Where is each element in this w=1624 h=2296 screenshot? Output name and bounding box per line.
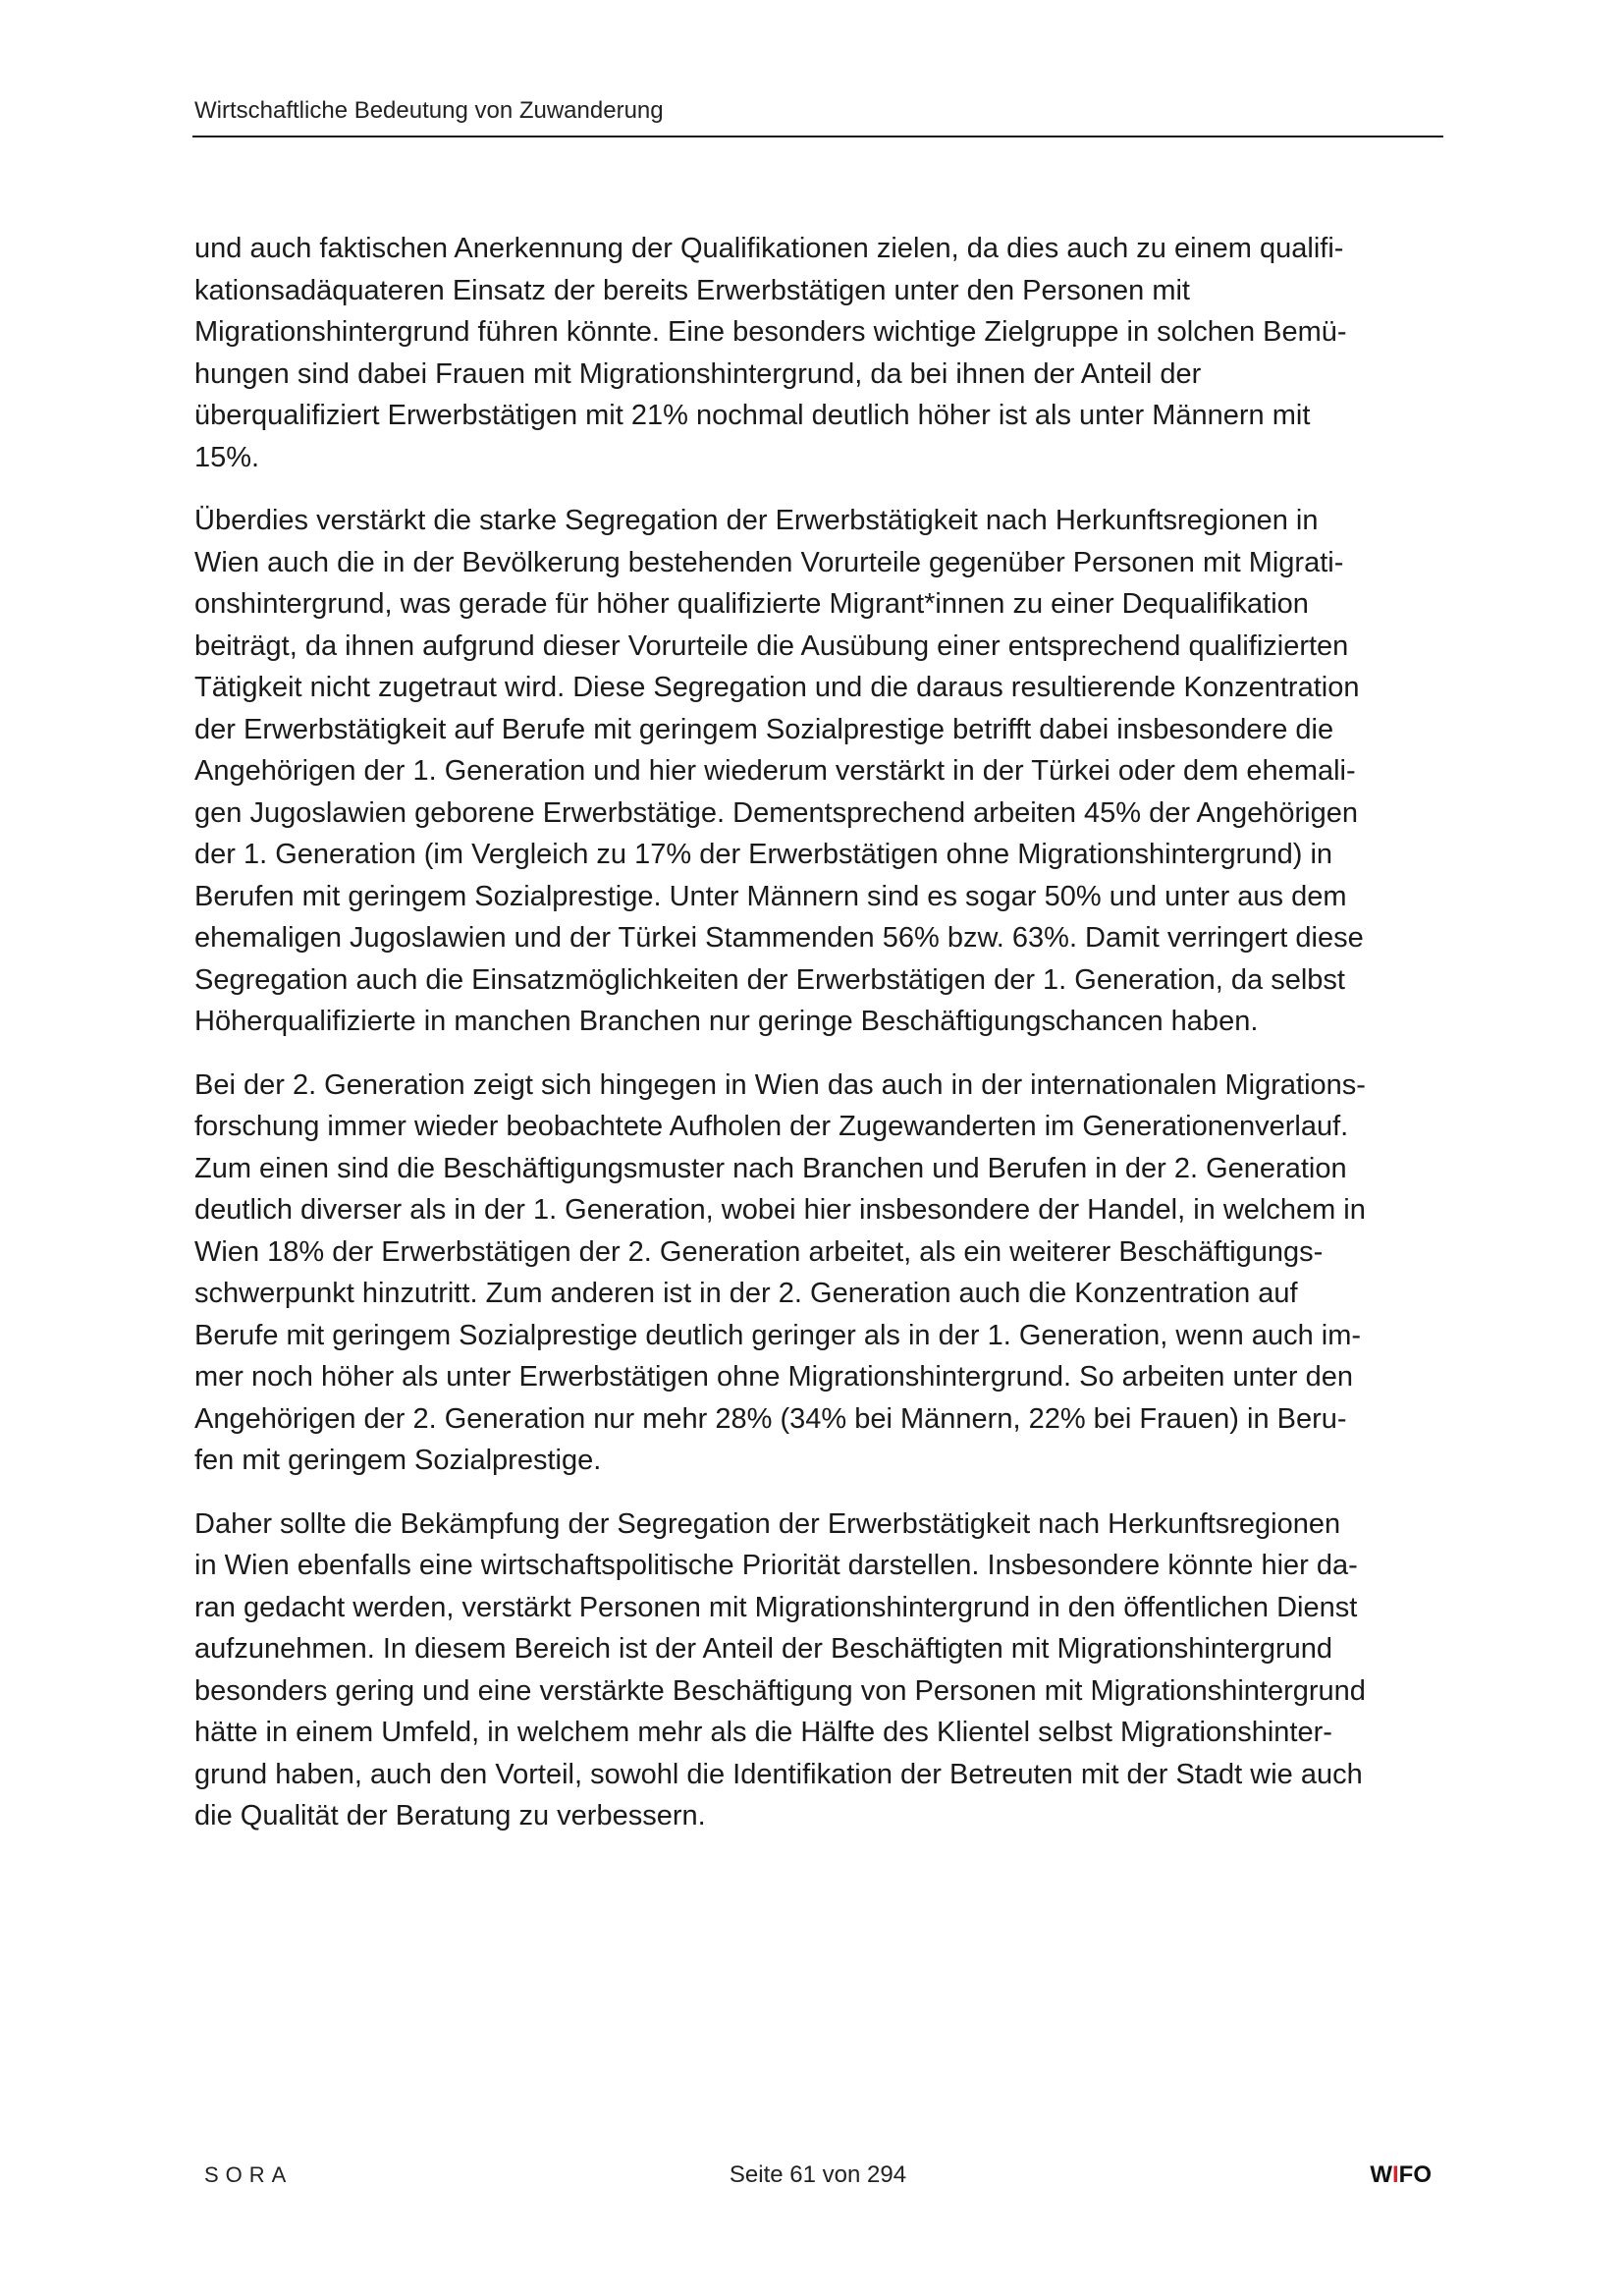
text-line: Höherqualifizierte in manchen Branchen nur geringe Beschäftigungschancen haben. xyxy=(194,1006,1259,1037)
text-line: Bei der 2. Generation zeigt sich hingegen in Wien das auch in der internationalen Migrations- xyxy=(194,1068,1366,1101)
text-line: Segregation auch die Einsatzmöglichkeiten der Erwerbstätigen der 1. Generation, da selbst xyxy=(194,963,1345,996)
text-line: der Erwerbstätigkeit auf Berufe mit geringem Sozialprestige betrifft dabei insbesondere die xyxy=(194,713,1334,745)
text-line: kationsadäquateren Einsatz der bereits Erwerbstätigen unter den Personen mit xyxy=(194,274,1190,306)
text-line: Berufe mit geringem Sozialprestige deutlich geringer als in der 1. Generation, wenn auch im- xyxy=(194,1319,1362,1351)
text-line: fen mit geringem Sozialprestige. xyxy=(194,1445,602,1476)
text-line: hätte in einem Umfeld, in welchem mehr als die Hälfte des Klientel selbst Migrationshinter- xyxy=(194,1717,1332,1748)
text-line: besonders gering und eine verstärkte Beschäftigung von Personen mit Migrationshintergrund xyxy=(194,1674,1366,1707)
footer-wifo-logo xyxy=(1370,2160,1432,2190)
text-line: Berufen mit geringem Sozialprestige. Unter Männern sind es sogar 50% und unter aus dem xyxy=(194,880,1347,912)
text-line: Migrationshintergrund führen könnte. Eine besonders wichtige Zielgruppe in solchen Bemü- xyxy=(194,316,1347,348)
text-line: ehemaligen Jugoslawien und der Türkei Stammenden 56% bzw. 63%. Damit verringert diese xyxy=(194,922,1364,954)
text-line: onshintergrund, was gerade für höher qualifizierte Migrant*innen zu einer Dequalifikation xyxy=(194,588,1309,620)
wifo-logo-part: FO xyxy=(1398,2161,1432,2188)
wifo-logo-part: W xyxy=(1370,2161,1392,2188)
page-footer xyxy=(192,2160,1443,2196)
paragraph-1 xyxy=(194,228,1443,478)
text-line: Angehörigen der 1. Generation und hier wiederum verstärkt in der Türkei oder dem ehemali- xyxy=(194,755,1356,787)
text-line: ran gedacht werden, verstärkt Personen mit Migrationshintergrund in den öffentlichen Dienst xyxy=(194,1591,1358,1623)
text-line: der 1. Generation (im Vergleich zu 17% der Erwerbstätigen ohne Migrationshintergrund) in xyxy=(194,839,1333,870)
text-line: hungen sind dabei Frauen mit Migrationshintergrund, da bei ihnen der Anteil der xyxy=(194,357,1202,390)
footer-sora-logo: SORA xyxy=(204,2162,294,2187)
text-line: Angehörigen der 2. Generation nur mehr 28% (34% bei Männern, 22% bei Frauen) in Beru- xyxy=(194,1402,1347,1435)
body-text xyxy=(194,228,1443,1859)
text-line: Wien 18% der Erwerbstätigen der 2. Generation arbeitet, als ein weiterer Beschäftigungs- xyxy=(194,1235,1324,1268)
text-line: schwerpunkt hinzutritt. Zum anderen ist in der 2. Generation auch die Konzentration auf xyxy=(194,1278,1298,1309)
text-line: gen Jugoslawien geborene Erwerbstätige. Dementsprechend arbeiten 45% der Angehörigen xyxy=(194,796,1358,829)
text-line: Tätigkeit nicht zugetraut wird. Diese Segregation und die daraus resultierende Konzentration xyxy=(194,672,1360,703)
text-line: Zum einen sind die Beschäftigungsmuster nach Branchen und Berufen in der 2. Generation xyxy=(194,1152,1347,1184)
paragraph-4 xyxy=(194,1503,1443,1837)
text-line: überqualifiziert Erwerbstätigen mit 21% nochmal deutlich höher ist als unter Männern mit xyxy=(194,400,1311,431)
paragraph-3 xyxy=(194,1065,1443,1482)
wifo-logo-accent: I xyxy=(1392,2161,1399,2188)
text-line: die Qualität der Beratung zu verbessern. xyxy=(194,1800,706,1831)
paragraph-2 xyxy=(194,500,1443,1043)
text-line: Daher sollte die Bekämpfung der Segregation der Erwerbstätigkeit nach Herkunftsregionen xyxy=(194,1507,1341,1540)
text-line: forschung immer wieder beobachtete Aufholen der Zugewanderten im Generationenverlauf. xyxy=(194,1111,1349,1142)
text-line: 15%. xyxy=(194,441,260,473)
text-line: und auch faktischen Anerkennung der Qualifikationen zielen, da dies auch zu einem qualifi- xyxy=(194,233,1344,264)
running-header xyxy=(192,96,1443,137)
text-line: in Wien ebenfalls eine wirtschaftspolitische Priorität darstellen. Insbesondere könnte hier da- xyxy=(194,1550,1358,1581)
text-line: beiträgt, da ihnen aufgrund dieser Vorurteile die Ausübung einer entsprechend qualifizierten xyxy=(194,629,1349,662)
running-header-title: Wirtschaftliche Bedeutung von Zuwanderung xyxy=(194,97,664,124)
text-line: Wien auch die in der Bevölkerung bestehenden Vorurteile gegenüber Personen mit Migrati- xyxy=(194,546,1344,578)
text-line: grund haben, auch den Vorteil, sowohl die Identifikation der Betreuten mit der Stadt wie auch xyxy=(194,1758,1363,1790)
text-line: aufzunehmen. In diesem Bereich ist der Anteil der Beschäftigten mit Migrationshintergrund xyxy=(194,1633,1333,1665)
page-number: Seite 61 von 294 xyxy=(729,2161,907,2188)
text-line: Überdies verstärkt die starke Segregation der Erwerbstätigkeit nach Herkunftsregionen in xyxy=(194,505,1319,536)
text-line: deutlich diverser als in der 1. Generation, wobei hier insbesondere der Handel, in welchem in xyxy=(194,1194,1366,1226)
text-line: mer noch höher als unter Erwerbstätigen ohne Migrationshintergrund. So arbeiten unter den xyxy=(194,1361,1354,1393)
